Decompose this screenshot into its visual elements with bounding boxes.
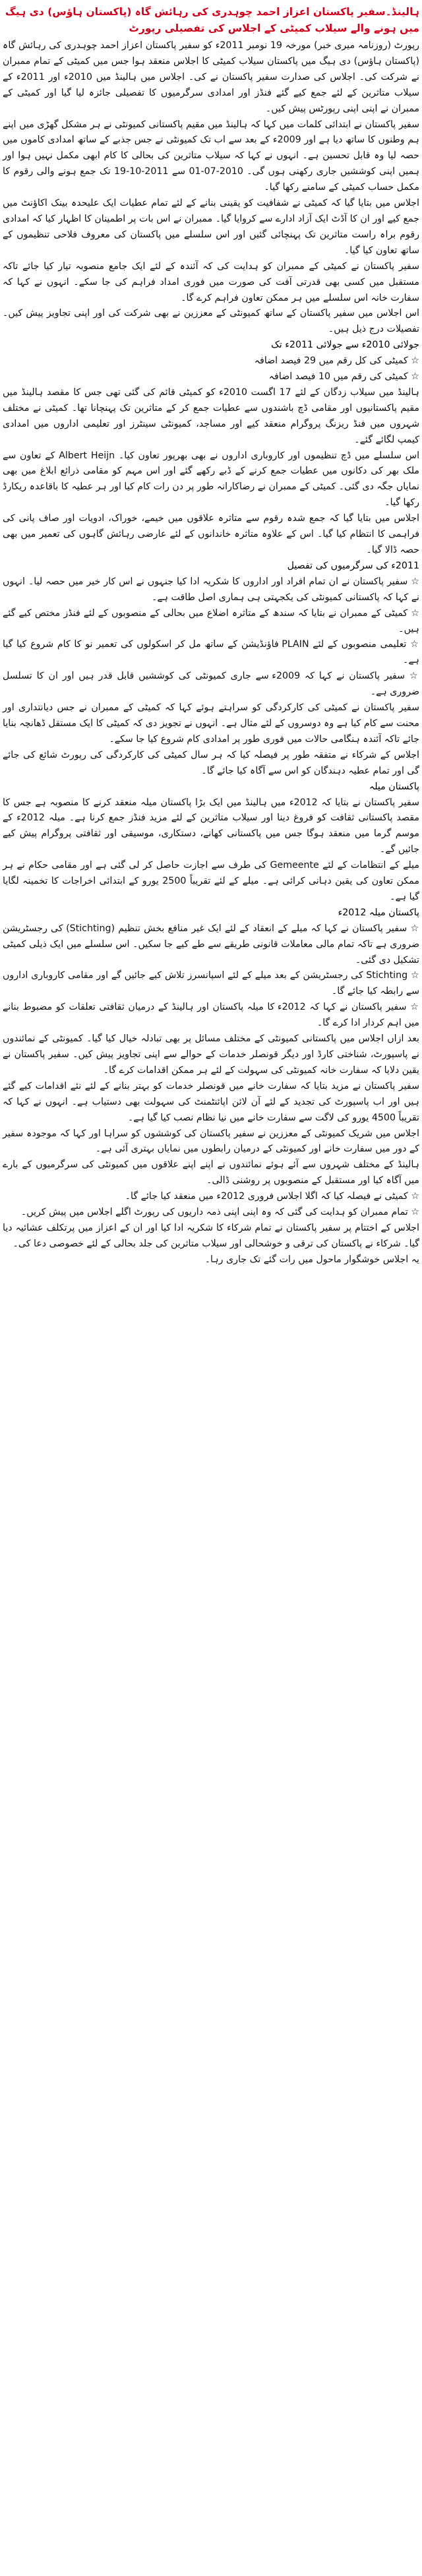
article-paragraph: اجلاس میں شریک کمیونٹی کے معززین نے سفیر پاکستان کی کوششوں کو سراہا اور کہا کہ موجودہ سفیر کے دور میں سفارت خانے اور کمیونٹی کے درمیان رابطوں میں نمایاں بہتری آئی ہے۔ bbox=[3, 1128, 419, 1155]
article-paragraph: میلے کے انتظامات کے لئے Gemeente کی طرف سے اجازت حاصل کر لی گئی ہے اور مقامی حکام نے ہر ممکن تعاون کی یقین دہانی کرائی ہے۔ میلے کے لئے تقریباً 2500 یورو کے ابتدائی اخراجات کا تخمینہ لگایا گیا ہے۔ bbox=[3, 860, 420, 902]
bullet-item: ☆ کمیٹی کی رقم میں 10 فیصد اضافہ bbox=[268, 371, 419, 383]
section-heading: پاکستان میلہ 2012ء bbox=[338, 907, 419, 918]
article-paragraph: ☆ کمیٹی کے ممبران نے بتایا کہ سندھ کے متاثرہ اضلاع میں بحالی کے منصوبوں کے لئے فنڈز مختص کیے گئے ہیں۔ bbox=[3, 607, 419, 634]
article-paragraph: سفیر پاکستان نے کمیٹی کی کارکردگی کو سراہتے ہوئے کہا کہ کمیٹی کے ممبران نے جس دیانتداری اور محنت سے کام کیا ہے وہ دوسروں کے لئے مثال ہے۔ انہوں نے تجویز دی کہ کمیٹی کا ایک مستقل ڈھانچہ بنایا جائے تاکہ آئندہ ہنگامی حالات میں فوری طور پر امدادی کام شروع کیا جا سکے۔ bbox=[3, 702, 419, 745]
article-paragraph: ☆ سفیر پاکستان نے کہا کہ میلے کے انعقاد کے لئے ایک غیر منافع بخش تنظیم (Stichting) کی رجسٹریشن ضروری ہے تاکہ تمام مالی معاملات قانونی طریقے سے طے کیے جا سکیں۔ اس سلسلے میں ایک ذیلی کمیٹی تشکیل دی گئی۔ bbox=[3, 923, 419, 966]
article-paragraph: ☆ کمیٹی نے فیصلہ کیا کہ اگلا اجلاس فروری 2012ء میں منعقد کیا جائے گا۔ bbox=[125, 1191, 419, 1202]
article-paragraph: اجلاس کے اختتام پر سفیر پاکستان نے تمام شرکاء کا شکریہ ادا کیا اور ان کے اعزاز میں پرتکلف عشائیہ دیا گیا۔ شرکاء نے پاکستان کی ترقی و خوشحالی اور سیلاب متاثرین کی جلد بحالی کے لئے خصوصی دعا کی۔ bbox=[3, 1222, 419, 1249]
article-paragraph: اس سلسلے میں ڈچ تنظیموں اور کاروباری اداروں نے بھی بھرپور تعاون کیا۔ Albert Heijn کے تعاون سے ملک بھر کی دکانوں میں عطیات جمع کرنے کے ڈبے رکھے گئے اور اس مہم کو مقامی ذرائع ابلاغ میں بھی نمایاں جگہ دی گئی۔ کمیٹی کے ممبران نے رضاکارانہ طور پر دن رات کام کیا اور ہر عطیہ کا باقاعدہ ریکارڈ رکھا گیا۔ bbox=[3, 450, 420, 508]
article-paragraph: اجلاس میں بتایا گیا کہ جمع شدہ رقوم سے متاثرہ علاقوں میں خیمے، خوراک، ادویات اور صاف پانی کی فراہمی کا انتظام کیا گیا۔ اس کے علاوہ متاثرہ خاندانوں کے لئے عارضی رہائش گاہوں کی تعمیر میں بھی حصہ ڈالا گیا۔ bbox=[3, 513, 419, 555]
article-paragraph: ہالینڈ میں سیلاب زدگان کے لئے 17 اگست 2010ء کو کمیٹی قائم کی گئی تھی جس کا مقصد ہالینڈ میں مقیم پاکستانیوں اور مقامی ڈچ باشندوں سے عطیات جمع کر کے متاثرین تک پہنچانا تھا۔ کمیٹی نے مختلف شہروں میں فنڈ ریزنگ پروگرام منعقد کیے اور مساجد، کمیونٹی سینٹرز اور تعلیمی اداروں میں امدادی کیمپ لگائے گئے۔ bbox=[3, 386, 419, 445]
section-heading: 2011ء کی سرگرمیوں کی تفصیل bbox=[287, 560, 419, 571]
article-paragraph: اجلاس میں بتایا گیا کہ کمیٹی نے شفافیت کو یقینی بنانے کے لئے تمام عطیات ایک علیحدہ بینک اکاؤنٹ میں جمع کیے اور ان کا آڈٹ ایک آزاد ادارے سے کروایا گیا۔ ممبران نے اس بات پر اطمینان کا اظہار کیا کہ امدادی رقوم براہ راست متاثرین تک پہنچائی گئیں اور اس سلسلے میں پاکستان کی معروف فلاحی تنظیموں کے ساتھ تعاون کیا گیا۔ bbox=[3, 198, 419, 256]
article-paragraph: رپورٹ (روزنامہ میری خبر) مورخہ 19 نومبر 2011ء کو سفیر پاکستان اعزاز احمد چوہدری کی رہائش گاہ (پاکستان ہاؤس) دی ہیگ میں پاکستان سیلاب کمیٹی کا اجلاس منعقد ہوا جس میں کمیٹی کے تمام ممبران نے شرکت کی۔ اجلاس کی صدارت سفیر پاکستان نے کی۔ اجلاس میں ہالینڈ میں 2010ء اور 2011ء کے سیلاب متاثرین کے لئے جمع کیے گئے فنڈز اور امدادی سرگرمیوں کا تفصیلی جائزہ لیا گیا اور کمیٹی کے ممبران نے اپنی اپنی رپورٹس پیش کیں۔ bbox=[3, 40, 419, 114]
article-paragraph: ☆ تعلیمی منصوبوں کے لئے PLAIN فاؤنڈیشن کے ساتھ مل کر اسکولوں کی تعمیر نو کا کام شروع کیا گیا ہے۔ bbox=[3, 639, 419, 666]
article-paragraph: سفیر پاکستان نے بتایا کہ 2012ء میں ہالینڈ میں ایک بڑا پاکستان میلہ منعقد کرنے کا منصوبہ ہے جس کا مقصد پاکستانی ثقافت کو فروغ دینا اور سیلاب متاثرین کے لئے مزید فنڈز جمع کرنا ہے۔ میلہ 2012ء کے موسم گرما میں منعقد ہوگا جس میں پاکستانی کھانے، دستکاری، موسیقی اور ثقافتی پروگرام پیش کیے جائیں گے۔ bbox=[3, 797, 420, 855]
article-paragraph: سفیر پاکستان نے مزید بتایا کہ سفارت خانے میں قونصلر خدمات کو بہتر بنانے کے لئے نئے اقدامات کیے گئے ہیں اور اب پاسپورٹ کی تجدید کے لئے آن لائن اپائنٹمنٹ کی سہولت بھی دستیاب ہے۔ انہوں نے کہا کہ تقریباً 4500 یورو کی لاگت سے سفارت خانے میں نیا نظام نصب کیا گیا ہے۔ bbox=[3, 1080, 419, 1123]
bullet-item: ☆ کمیٹی کی کل رقم میں 29 فیصد اضافہ bbox=[254, 355, 419, 367]
article-paragraph: سفیر پاکستان نے کمیٹی کے ممبران کو ہدایت کی کہ آئندہ کے لئے ایک جامع منصوبہ تیار کیا جائے تاکہ مستقبل میں کسی بھی قدرتی آفت کی صورت میں فوری امداد فراہم کی جا سکے۔ انہوں نے کہا کہ سفارت خانہ اس سلسلے میں ہر ممکن تعاون فراہم کرے گا۔ bbox=[3, 261, 419, 303]
article-headline: ہالینڈ۔سفیر پاکستان اعزاز احمد چوہدری کی رہائش گاہ (پاکستان ہاؤس) دی ہیگ میں ہونے والے سیلاب کمیٹی کے اجلاس کی تفصیلی رپورٹ bbox=[5, 6, 419, 34]
article-paragraph: اجلاس کے شرکاء نے متفقہ طور پر فیصلہ کیا کہ ہر سال کمیٹی کی کارکردگی کی رپورٹ شائع کی جائے گی اور تمام عطیہ دہندگان کو اس سے آگاہ کیا جائے گا۔ bbox=[3, 749, 419, 776]
section-heading: پاکستان میلہ bbox=[369, 781, 419, 792]
article-paragraph: ☆ Stichting کی رجسٹریشن کے بعد میلے کے لئے اسپانسرز تلاش کیے جائیں گے اور مقامی کاروباری اداروں سے رابطہ کیا جائے گا۔ bbox=[3, 970, 419, 997]
section-heading: جولائی 2010ء سے جولائی 2011ء تک bbox=[271, 340, 419, 351]
article-paragraph: بعد ازاں اجلاس میں پاکستانی کمیونٹی کے مختلف مسائل پر بھی تبادلہ خیال کیا گیا۔ کمیونٹی کے نمائندوں نے پاسپورٹ، شناختی کارڈ اور دیگر قونصلر خدمات کے حوالے سے اپنی تجاویز پیش کیں۔ سفیر پاکستان نے یقین دلایا کہ سفارت خانہ کمیونٹی کی سہولت کے لئے ہر ممکن اقدامات کرے گا۔ bbox=[3, 1033, 419, 1076]
article-body bbox=[3, 38, 419, 1268]
article-paragraph: ☆ سفیر پاکستان نے کہا کہ 2012ء کا میلہ پاکستان اور ہالینڈ کے درمیان ثقافتی تعلقات کو مضبوط بنانے میں اہم کردار ادا کرے گا۔ bbox=[3, 1002, 419, 1029]
article-paragraph: ☆ سفیر پاکستان نے کہا کہ 2009ء سے جاری کمیونٹی کی کوششیں قابل قدر ہیں اور ان کا تسلسل ضروری ہے۔ bbox=[3, 671, 419, 698]
article-paragraph: اس اجلاس میں سفیر پاکستان کے ساتھ کمیونٹی کے معززین نے بھی شرکت کی اور اپنی تجاویز پیش کیں۔ تفصیلات درج ذیل ہیں۔ bbox=[3, 308, 419, 335]
article-paragraph: ہالینڈ کے مختلف شہروں سے آئے ہوئے نمائندوں نے اپنے اپنے علاقوں میں کمیونٹی کی سرگرمیوں کے بارے میں آگاہ کیا اور مستقبل کے منصوبوں پر روشنی ڈالی۔ bbox=[3, 1159, 419, 1186]
article-paragraph: ☆ سفیر پاکستان نے ان تمام افراد اور اداروں کا شکریہ ادا کیا جنہوں نے اس کار خیر میں حصہ لیا۔ انہوں نے کہا کہ پاکستانی کمیونٹی کی یکجہتی ہی ہماری اصل طاقت ہے۔ bbox=[3, 576, 419, 603]
article-paragraph: ☆ تمام ممبران کو ہدایت کی گئی کہ وہ اپنی اپنی ذمہ داریوں کی رپورٹ اگلے اجلاس میں پیش کریں۔ bbox=[20, 1207, 419, 1218]
article-paragraph: سفیر پاکستان نے ابتدائی کلمات میں کہا کہ ہالینڈ میں مقیم پاکستانی کمیونٹی نے ہر مشکل گھڑی میں اپنے ہم وطنوں کا ساتھ دیا ہے اور 2009ء کے بعد سے اب تک کمیونٹی نے جس جذبے کے ساتھ امدادی کاموں میں حصہ لیا وہ قابل تحسین ہے۔ انہوں نے کہا کہ سیلاب متاثرین کی بحالی کا کام ابھی مکمل نہیں ہوا اور ہمیں اپنی کوششیں جاری رکھنی ہوں گی۔ 2010-07-01 سے 2011-10-19 تک جمع ہونے والی رقوم کا مکمل حساب کمیٹی کے سامنے رکھا گیا۔ bbox=[3, 119, 420, 193]
article-paragraph: یہ اجلاس خوشگوار ماحول میں رات گئے تک جاری رہا۔ bbox=[204, 1254, 419, 1265]
